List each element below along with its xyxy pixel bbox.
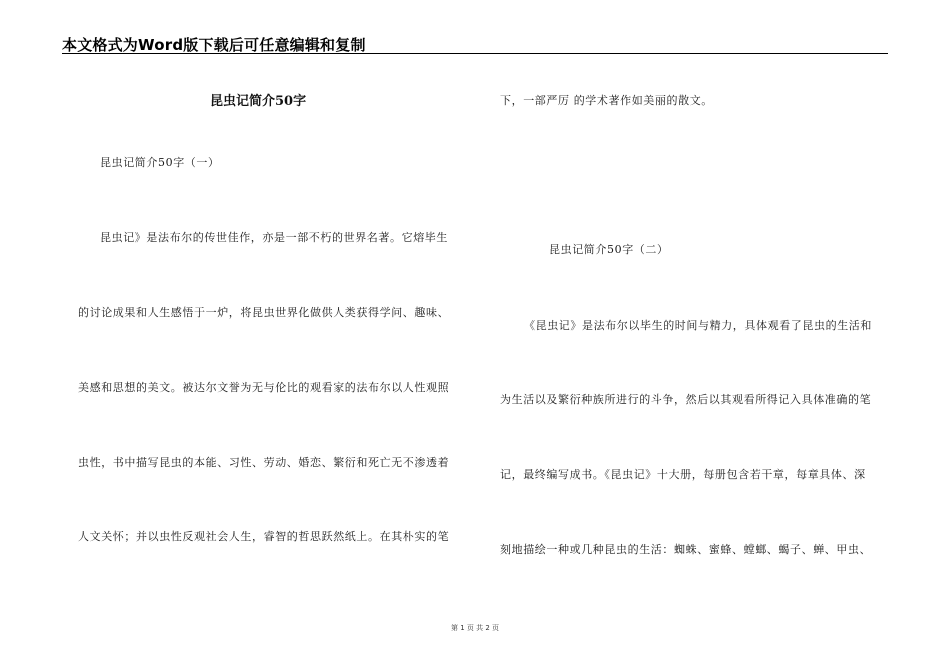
left-paragraph-line: 人文关怀；并以虫性反观社会人生，睿智的哲思跃然纸上。在其朴实的笔	[78, 530, 450, 543]
document-title: 昆虫记简介50字	[210, 94, 307, 109]
right-subheading: 昆虫记简介50字（二）	[549, 243, 669, 256]
right-paragraph-line: 为生活以及繁衍种族所进行的斗争，然后以其观看所得记入具体准确的笔	[500, 393, 872, 406]
left-paragraph-line: 昆虫记》是法布尔的传世佳作，亦是一部不朽的世界名著。它熔毕生	[100, 231, 448, 244]
left-paragraph-line: 美感和思想的美文。被达尔文誉为无与伦比的观看家的法布尔以人性观照	[78, 381, 450, 394]
right-paragraph-line: 刻地描绘一种或几种昆虫的生活：蜘蛛、蜜蜂、螳螂、蝎子、蝉、甲虫、	[500, 543, 872, 556]
right-paragraph-line: 《昆虫记》是法布尔以毕生的时间与精力，具体观看了昆虫的生活和	[524, 319, 872, 332]
header-title: 本文格式为Word版下载后可任意编辑和复制	[62, 36, 366, 54]
left-paragraph-line: 虫性，书中描写昆虫的本能、习性、劳动、婚恋、繁衍和死亡无不渗透着	[78, 456, 450, 469]
left-subheading: 昆虫记简介50字（一）	[100, 156, 220, 169]
page-number: 第 1 页 共 2 页	[450, 624, 500, 632]
right-paragraph-line: 记，最终编写成书。《昆虫记》十大册，每册包含若干章，每章具体、深	[500, 468, 866, 481]
left-paragraph-line: 的讨论成果和人生感悟于一炉，将昆虫世界化做供人类获得学问、趣味、	[78, 306, 450, 319]
right-paragraph-line: 下，一部严厉 的学术著作如美丽的散文。	[500, 94, 713, 107]
header-divider	[62, 53, 888, 54]
